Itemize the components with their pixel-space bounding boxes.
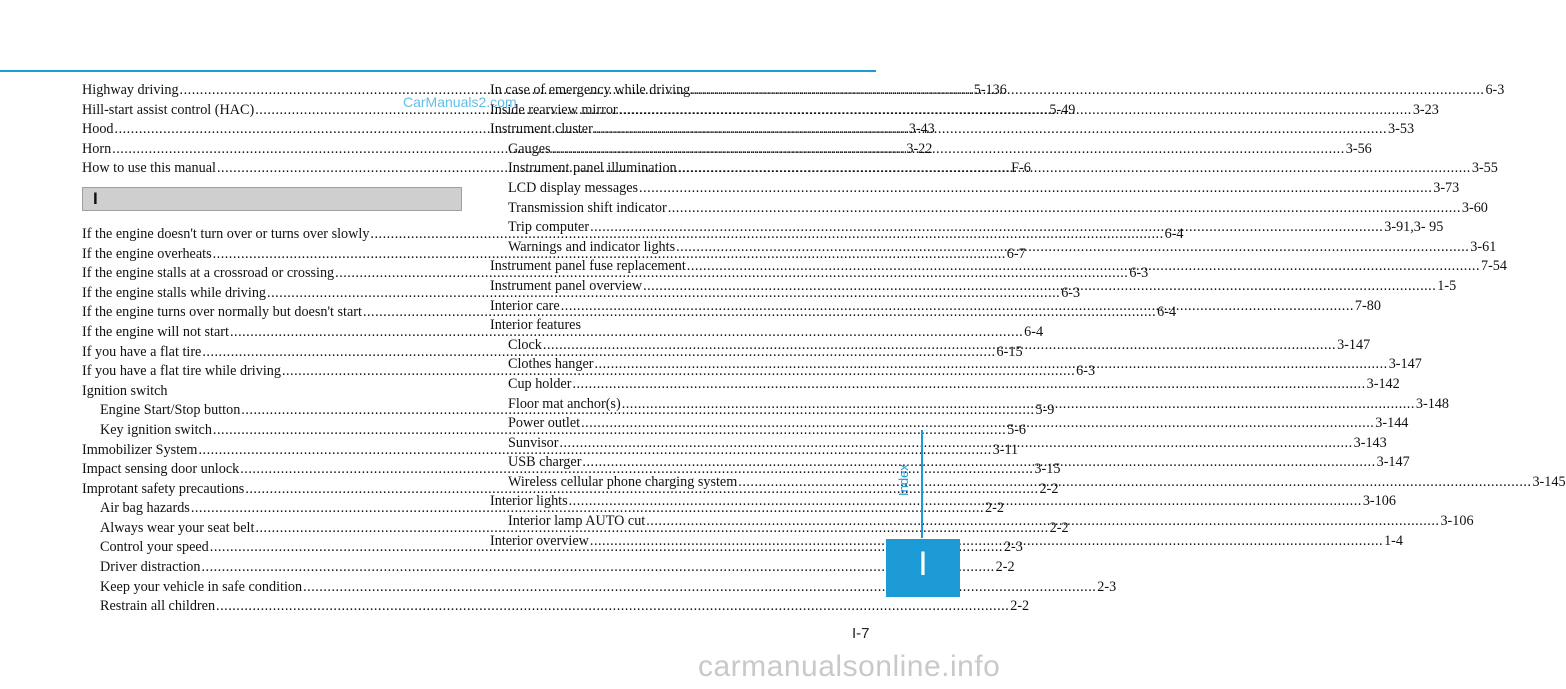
- index-entry-page: 7-54: [1480, 258, 1507, 275]
- index-entry-page: 5-6: [1007, 421, 1027, 438]
- dot-leader: [590, 532, 1383, 552]
- index-entry-page: 2-3: [1097, 578, 1117, 595]
- index-entry-label: Interior lights: [490, 493, 568, 510]
- index-entry-page: 6-3: [1485, 82, 1505, 98]
- dot-leader: [676, 238, 1469, 258]
- dot-leader: [561, 297, 1354, 317]
- index-entry: [490, 316, 862, 336]
- index-entry-page: 3-147: [1388, 356, 1422, 373]
- index-entry-page: 3-60: [1461, 199, 1488, 216]
- index-entry-page: 2-2: [995, 559, 1015, 576]
- index-entry-label: Instrument panel fuse replacement: [490, 258, 686, 275]
- index-entry: [82, 597, 1030, 617]
- index-entry-label: Instrument panel illumination: [508, 160, 677, 177]
- index-entry-page: 3-15: [1034, 461, 1061, 478]
- index-entry-page: 6-4: [1024, 323, 1044, 340]
- index-entry-label: Clock: [508, 336, 542, 353]
- dot-leader: [216, 597, 1009, 617]
- index-entry-label: Sunvisor: [508, 434, 559, 451]
- index-entry-label: If you have a flat tire while driving: [82, 363, 281, 380]
- dot-leader: [687, 257, 1480, 277]
- index-entry-page: 3-145: [1532, 473, 1566, 490]
- index-entry-label: Interior lamp AUTO cut: [508, 513, 646, 530]
- index-entry-label: Interior overview: [490, 532, 589, 549]
- dot-leader: [668, 199, 1461, 219]
- index-entry-page: 2-2: [1049, 519, 1069, 536]
- index-entry-label: Horn: [82, 140, 112, 157]
- dot-leader: [619, 101, 1412, 121]
- index-entry-label: Hood: [82, 121, 114, 138]
- index-entry-label: Power outlet: [508, 415, 581, 432]
- dot-leader: [678, 159, 1471, 179]
- index-entry-label: Control your speed: [100, 539, 209, 556]
- dot-leader: [738, 473, 1531, 493]
- index-entry: [490, 375, 1400, 395]
- section-header-bar: [82, 187, 462, 211]
- index-entry-page: 6-3: [1061, 284, 1081, 301]
- dot-leader: [595, 355, 1388, 375]
- index-entry-page: 3-144: [1375, 415, 1409, 432]
- index-entry-page: 6-3: [1076, 363, 1096, 380]
- section-letter: I: [93, 188, 98, 208]
- index-entry-label: Instrument panel overview: [490, 277, 643, 294]
- index-entry-label: How to use this manual: [82, 160, 216, 177]
- watermark-bottom: carmanualsonline.info: [698, 650, 1001, 683]
- index-entry-page: 6-7: [1006, 245, 1026, 262]
- index-entry-label: Clothes hanger: [508, 356, 594, 373]
- page-number: I-7: [852, 625, 870, 642]
- dot-leader: [590, 218, 1383, 238]
- dot-leader: [552, 140, 1345, 160]
- index-entry-page: 3-23: [1412, 101, 1439, 118]
- index-entry-label: Hill-start assist control (HAC): [82, 101, 255, 118]
- index-entry-page: 3-147: [1337, 336, 1371, 353]
- dot-leader: [594, 120, 1387, 140]
- index-entry-label: If you have a flat tire: [82, 343, 202, 360]
- index-entry-page: 3-61: [1470, 238, 1497, 255]
- index-entry-page: 3-106: [1362, 493, 1396, 510]
- dot-leader: [643, 277, 1436, 297]
- index-entry-page: 2-2: [985, 500, 1004, 517]
- index-entry: [82, 558, 1015, 578]
- dot-leader: [201, 558, 994, 578]
- dot-leader: [691, 81, 1484, 101]
- index-entry-label: Instrument cluster: [490, 121, 593, 138]
- side-tab-block: [886, 539, 960, 597]
- index-entry-label: USB charger: [508, 454, 582, 471]
- index-entry-page: F-6: [1011, 160, 1031, 177]
- index-entry-label: Impact sensing door unlock: [82, 461, 240, 478]
- index-entry-page: 7-80: [1354, 297, 1381, 314]
- index-entry-page: 3-53: [1388, 121, 1415, 138]
- dot-leader: [622, 395, 1415, 415]
- index-entry-page: 3-106: [1440, 513, 1474, 530]
- index-entry-page: 6-4: [1164, 225, 1184, 242]
- index-entry: [82, 578, 1117, 598]
- dot-leader: [559, 434, 1352, 454]
- index-entry-page: 3-11: [992, 441, 1019, 458]
- index-entry-label: LCD display messages: [508, 179, 639, 196]
- index-entry-label: Wireless cellular phone charging system: [508, 473, 738, 490]
- index-entry-page: 2-3: [1003, 539, 1023, 556]
- index-entry-page: 5-49: [1049, 101, 1076, 118]
- index-entry-label: Keep your vehicle in safe condition: [100, 578, 303, 595]
- index-entry-label: If the engine stalls at a crossroad or crossing: [82, 265, 335, 282]
- index-entry-label: If the engine overheats: [82, 245, 212, 262]
- index-entry-label: Trip computer: [508, 219, 590, 236]
- dot-leader: [569, 492, 1362, 512]
- index-entry-page: 5-9: [1035, 402, 1055, 419]
- index-entry-page: 2-2: [1039, 480, 1059, 497]
- index-entry-page: 6-4: [1157, 304, 1177, 321]
- index-entry-label: Improtant safety precautions: [82, 480, 245, 497]
- side-tab-label: Index: [896, 464, 911, 496]
- index-entry-label: Immobilizer System: [82, 441, 198, 458]
- index-entry-label: Ignition switch: [82, 382, 168, 399]
- watermark-top: CarManuals2.com: [403, 94, 517, 110]
- index-entry-label: Interior care: [490, 297, 560, 314]
- index-entry-page: 2-2: [1010, 598, 1030, 615]
- index-entry-label: Restrain all children: [100, 598, 216, 615]
- dot-leader: [639, 179, 1432, 199]
- index-entry-label: Interior features: [490, 317, 581, 334]
- index-entry-label: Warnings and indicator lights: [508, 238, 676, 255]
- dot-leader: [646, 512, 1439, 532]
- dot-leader: [543, 336, 1336, 356]
- index-entry-page: 3-73: [1433, 179, 1460, 196]
- index-entry-page: 6-3: [1129, 265, 1149, 282]
- index-entry-page: 5-136: [973, 82, 1007, 98]
- index-entry-page: 3-143: [1353, 434, 1387, 451]
- index-entry-page: 1-5: [1437, 277, 1457, 294]
- index-entry-label: Cup holder: [508, 375, 572, 392]
- index-entry-label: Inside rearview mirror: [490, 101, 618, 118]
- dot-leader: [303, 578, 1096, 598]
- index-entry-label: If the engine turns over normally but doesn't start: [82, 304, 362, 321]
- dot-leader: [581, 414, 1374, 434]
- index-entry-page: 3-142: [1366, 375, 1400, 392]
- index-entry-page: 3-91,3- 95: [1384, 219, 1444, 236]
- index-entry-label: Engine Start/Stop button: [100, 402, 241, 419]
- index-entry-page: 3-22: [906, 140, 933, 157]
- index-entry-label: In case of emergency while driving: [490, 82, 691, 98]
- index-entry: [82, 382, 462, 402]
- index-entry-label: Driver distraction: [100, 559, 201, 576]
- index-entry-label: Key ignition switch: [100, 421, 212, 438]
- index-entry-page: 3-56: [1345, 140, 1372, 157]
- index-entry-label: Air bag hazards: [100, 500, 190, 517]
- dot-leader: [572, 375, 1365, 395]
- index-entry-label: If the engine stalls while driving: [82, 284, 267, 301]
- index-entry-label: Always wear your seat belt: [100, 519, 255, 536]
- side-tab-letter: I: [918, 545, 928, 583]
- index-entry-page: 6-15: [996, 343, 1023, 360]
- index-entry-label: If the engine doesn't turn over or turns over slowly: [82, 225, 370, 242]
- index-entry-label: Highway driving: [82, 82, 179, 98]
- index-entry: [490, 179, 1460, 199]
- index-entry-label: Floor mat anchor(s): [508, 395, 621, 412]
- index-entry-page: 1-4: [1384, 532, 1403, 549]
- index-entry-label: Transmission shift indicator: [508, 199, 667, 216]
- index-entry-page: 3-148: [1415, 395, 1449, 412]
- dot-leader: [582, 453, 1375, 473]
- index-entry-page: 3-147: [1376, 454, 1410, 471]
- index-entry-page: 3-43: [908, 121, 935, 138]
- index-entry-label: If the engine will not start: [82, 323, 229, 340]
- index-entry: [490, 199, 1488, 219]
- index-entry-page: 3-55: [1471, 160, 1498, 177]
- index-entry-label: Gauges: [508, 140, 551, 157]
- top-rule: [0, 70, 876, 72]
